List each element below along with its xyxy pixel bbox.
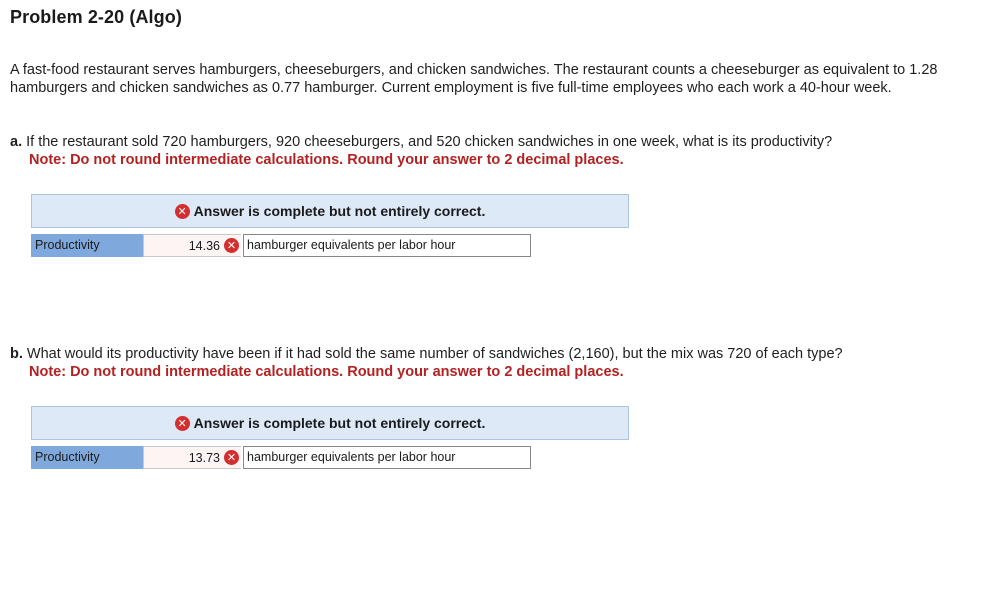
- productivity-label-b: Productivity: [31, 446, 143, 469]
- x-circle-icon: ✕: [175, 416, 190, 431]
- question-b-letter: b.: [10, 346, 23, 362]
- incorrect-icon-b: ✕: [224, 450, 239, 465]
- question-a-text: If the restaurant sold 720 hamburgers, 920 cheeseburgers, and 520 chicken sandwiches in one week, what is its productivity?: [26, 134, 833, 150]
- answer-status-banner-b: [31, 406, 629, 440]
- x-circle-icon: ✕: [175, 204, 190, 219]
- answer-row-a: [31, 234, 531, 257]
- page-title: Problem 2-20 (Algo): [10, 7, 182, 27]
- productivity-label-a: Productivity: [31, 234, 143, 257]
- question-a: [10, 133, 990, 169]
- incorrect-icon-a: ✕: [224, 238, 239, 253]
- question-a-letter: a.: [10, 134, 23, 150]
- answer-status-banner-a: [31, 194, 629, 228]
- unit-label-a: hamburger equivalents per labor hour: [243, 234, 531, 257]
- question-b: [10, 345, 990, 381]
- productivity-input-b[interactable]: [143, 446, 241, 469]
- question-b-note: Note: Do not round intermediate calculations. Round your answer to 2 decimal places.: [29, 364, 624, 380]
- question-b-text: What would its productivity have been if it had sold the same number of sandwiches (2,160), but the mix was 720 of each type?: [26, 346, 843, 362]
- problem-intro: A fast-food restaurant serves hamburgers, cheeseburgers, and chicken sandwiches. The restaurant counts a cheeseburger as equivalent to 1.28 hamburgers and chicken sandwiches as 0.77 hamburger. Current employment is five full-time employees who each work a 40-hour week.: [10, 62, 938, 96]
- question-a-note: Note: Do not round intermediate calculations. Round your answer to 2 decimal places.: [29, 152, 624, 168]
- unit-label-b: hamburger equivalents per labor hour: [243, 446, 531, 469]
- answer-status-text-b: Answer is complete but not entirely correct.: [193, 415, 486, 431]
- productivity-input-a[interactable]: [143, 234, 241, 257]
- productivity-value-b: 13.73: [188, 450, 220, 465]
- productivity-value-a: 14.36: [188, 238, 220, 253]
- answer-row-b: [31, 446, 531, 469]
- answer-status-text-a: Answer is complete but not entirely correct.: [193, 203, 486, 219]
